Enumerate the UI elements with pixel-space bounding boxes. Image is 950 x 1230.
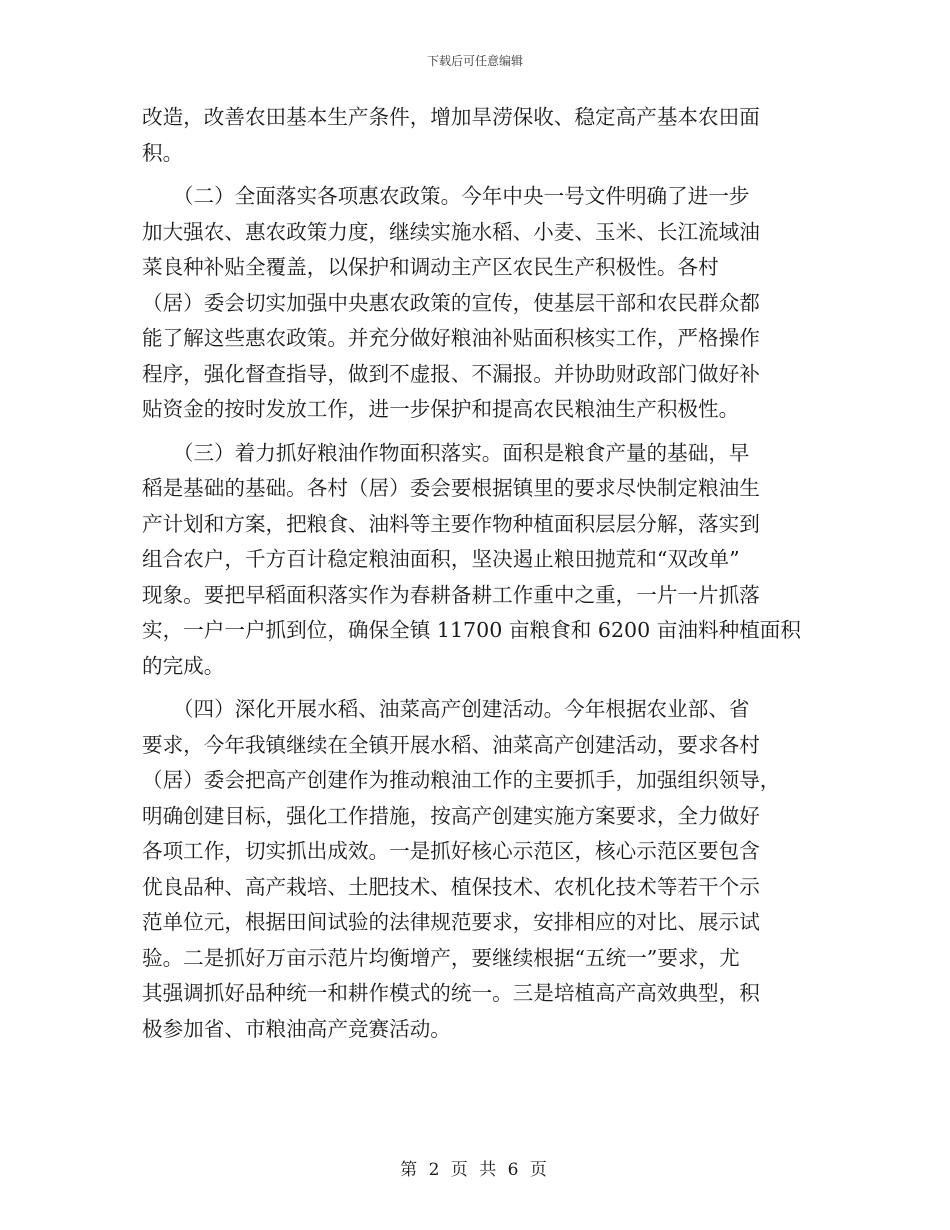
page-number: 第 2 页 共 6 页 (400, 1160, 550, 1180)
text-line: 组合农户，千方百计稳定粮油面积，坚决遏止粮田抛荒和“双改单” (142, 547, 740, 571)
text-line: 改造，改善农田基本生产条件，增加旱涝保收、稳定高产基本农田面 (142, 105, 760, 129)
text-line: （二）全面落实各项惠农政策。今年中央一号文件明确了进一步 (142, 184, 750, 208)
text-line: 加大强农、惠农政策力度，继续实施水稻、小麦、玉米、长江流域油 (142, 219, 760, 244)
text-line: 实，一户一户抓到位，确保全镇 11700 亩粮食和 6200 亩油料种植面积 (142, 618, 801, 642)
paragraph (142, 179, 810, 428)
text-line: 要求，今年我镇继续在全镇开展水稻、油菜高产创建活动，要求各村 (142, 732, 760, 757)
text-line: 优良品种、高产栽培、土肥技术、植保技术、农机化技术等若干个示 (142, 874, 760, 899)
text-line: 明确创建目标，强化工作措施，按高产创建实施方案要求，全力做好 (142, 803, 760, 828)
text-line: 其强调抓好品种统一和耕作模式的统一。三是培植高产高效典型，积 (142, 981, 760, 1005)
paragraph (142, 692, 810, 1047)
text-line: （四）深化开展水稻、油菜高产创建活动。今年根据农业部、省 (142, 697, 750, 721)
text-line: 极参加省、市粮油高产竞赛活动。 (142, 1016, 451, 1041)
text-line: 产计划和方案，把粮食、油料等主要作物种植面积层层分解，落实到 (142, 511, 760, 536)
text-line: 程序，强化督查指导，做到不虚报、不漏报。并协助财政部门做好补 (142, 361, 760, 386)
text-line: 贴资金的按时发放工作，进一步保护和提高农民粮油生产积极性。 (142, 397, 740, 421)
text-line: 验。二是抓好万亩示范片均衡增产，要继续根据“五统一”要求，尤 (142, 945, 740, 970)
document-body (142, 100, 810, 1047)
text-line: 的完成。 (142, 653, 225, 678)
text-line: 菜良种补贴全覆盖，以保护和调动主产区农民生产积极性。各村 (142, 255, 719, 279)
text-line: （三）着力抓好粮油作物面积落实。面积是粮食产量的基础，早 (142, 440, 750, 465)
page-header: 下载后可任意编辑 (426, 54, 523, 68)
paragraph (142, 100, 810, 171)
text-line: 能了解这些惠农政策。并充分做好粮油补贴面积核实工作，严格操作 (142, 326, 760, 350)
text-line: 积。 (142, 140, 184, 165)
text-line: 各项工作，切实抓出成效。一是抓好核心示范区，核心示范区要包含 (142, 839, 760, 863)
text-line: （居）委会切实加强中央惠农政策的宣传，使基层干部和农民群众都 (142, 290, 760, 315)
text-line: 范单位元，根据田间试验的法律规范要求，安排相应的对比、展示试 (142, 910, 760, 934)
text-line: （居）委会把高产创建作为推动粮油工作的主要抓手，加强组织领导， (142, 768, 781, 792)
paragraph (142, 436, 810, 685)
text-line: 稻是基础的基础。各村（居）委会要根据镇里的要求尽快制定粮油生 (142, 476, 760, 500)
text-line: 现象。要把早稻面积落实作为春耕备耕工作重中之重，一片一片抓落 (142, 582, 760, 607)
